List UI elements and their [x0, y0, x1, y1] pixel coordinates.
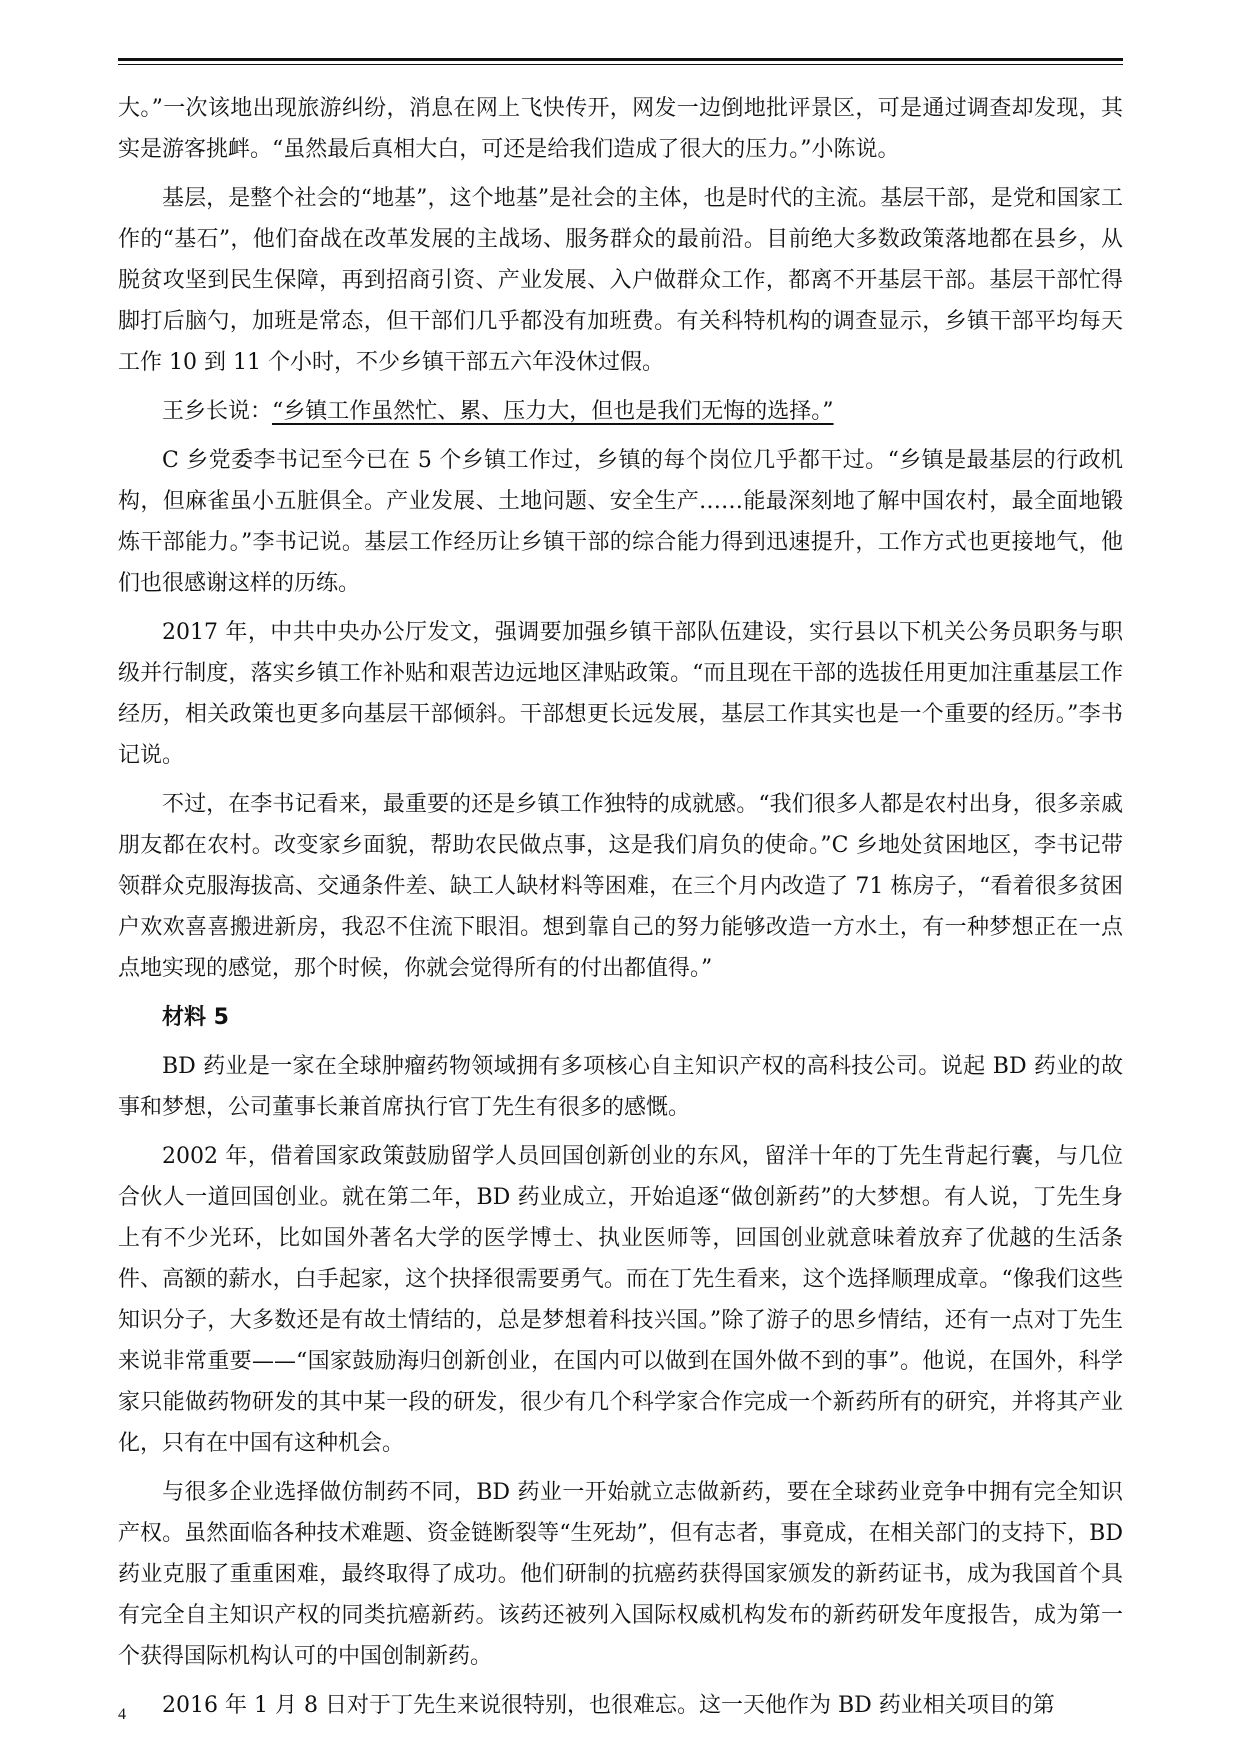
paragraph: 与很多企业选择做仿制药不同，BD 药业一开始就立志做新药，要在全球药业竞争中拥有完全知识产权。虽然面临各种技术难题、资金链断裂等“生死劫”，但有志者，事竟成，在相关部门的支持下，BD 药业克服了重重困难，最终取得了成功。他们研制的抗癌药获得国家颁发的新药证书，成为我国首个具有完全自主知识产权的同类抗癌新药。该药还被列入国际权威机构发布的新药研发年度报告，成为第一个获得国际机构认可的中国创制新药。	[118, 1480, 1123, 1669]
paragraph: 基层，是整个社会的“地基”，这个地基”是社会的主体，也是时代的主流。基层干部，是党和国家工作的“基石”，他们奋战在改革发展的主战场、服务群众的最前沿。目前绝大多数政策落地都在县乡，从脱贫攻坚到民生保障，再到招商引资、产业发展、入户做群众工作，都离不开基层干部。基层干部忙得脚打后脑勺，加班是常态，但干部们几乎都没有加班费。有关科特机构的调查显示，乡镇干部平均每天工作 10 到 11 个小时，不少乡镇干部五六年没休过假。	[118, 186, 1123, 375]
section-heading: 材料 5	[162, 1005, 229, 1030]
header-rule-thick	[118, 58, 1123, 61]
document-body	[118, 88, 1123, 1726]
paragraph: C 乡党委李书记至今已在 5 个乡镇工作过，乡镇的每个岗位几乎都干过。“乡镇是最基层的行政机构，但麻雀虽小五脏俱全。产业发展、土地问题、安全生产……能最深刻地了解中国农村，最全面地锻炼干部能力。”李书记说。基层工作经历让乡镇干部的综合能力得到迅速提升，工作方式也更接地气，他们也很感谢这样的历练。	[118, 448, 1123, 596]
page-number: 4	[118, 1706, 126, 1723]
header-rule-thin	[118, 64, 1123, 65]
underlined-quote: “乡镇工作虽然忙、累、压力大，但也是我们无悔的选择。”	[272, 399, 834, 424]
paragraph: BD 药业是一家在全球肿瘤药物领域拥有多项核心自主知识产权的高科技公司。说起 BD 药业的故事和梦想，公司董事长兼首席执行官丁先生有很多的感慨。	[118, 1054, 1123, 1120]
paragraph: 大。”一次该地出现旅游纠纷，消息在网上飞快传开，网发一边倒地批评景区，可是通过调查却发现，其实是游客挑衅。“虽然最后真相大白，可还是给我们造成了很大的压力。”小陈说。	[118, 96, 1123, 162]
paragraph: 2002 年，借着国家政策鼓励留学人员回国创新创业的东风，留洋十年的丁先生背起行囊，与几位合伙人一道回国创业。就在第二年，BD 药业成立，开始追逐“做创新药”的大梦想。有人说，丁先生身上有不少光环，比如国外著名大学的医学博士、执业医师等，回国创业就意味着放弃了优越的生活条件、高额的薪水，白手起家，这个抉择很需要勇气。而在丁先生看来，这个选择顺理成章。“像我们这些知识分子，大多数还是有故土情结的，总是梦想着科技兴国。”除了游子的思乡情结，还有一点对丁先生来说非常重要——“国家鼓励海归创新创业，在国内可以做到在国外做不到的事”。他说，在国外，科学家只能做药物研发的其中某一段的研发，很少有几个科学家合作完成一个新药所有的研究，并将其产业化，只有在中国有这种机会。	[118, 1144, 1123, 1456]
paragraph: 2016 年 1 月 8 日对于丁先生来说很特别，也很难忘。这一天他作为 BD 药业相关项目的第	[162, 1693, 1055, 1718]
quote-paragraph	[118, 391, 1123, 432]
paragraph: 2017 年，中共中央办公厅发文，强调要加强乡镇干部队伍建设，实行县以下机关公务员职务与职级并行制度，落实乡镇工作补贴和艰苦边远地区津贴政策。“而且现在干部的选拔任用更加注重基层工作经历，相关政策也更多向基层干部倾斜。干部想更长远发展，基层工作其实也是一个重要的经历。”李书记说。	[118, 620, 1123, 768]
quote-prefix: 王乡长说：	[162, 399, 273, 424]
paragraph: 不过，在李书记看来，最重要的还是乡镇工作独特的成就感。“我们很多人都是农村出身，很多亲戚朋友都在农村。改变家乡面貌，帮助农民做点事，这是我们肩负的使命。”C 乡地处贫困地区，李书记带领群众克服海拔高、交通条件差、缺工人缺材料等困难，在三个月内改造了 71 栋房子，“看着很多贫困户欢欢喜喜搬进新房，我忍不住流下眼泪。想到靠自己的努力能够改造一方水土，有一种梦想正在一点点地实现的感觉，那个时候，你就会觉得所有的付出都值得。”	[118, 792, 1123, 981]
